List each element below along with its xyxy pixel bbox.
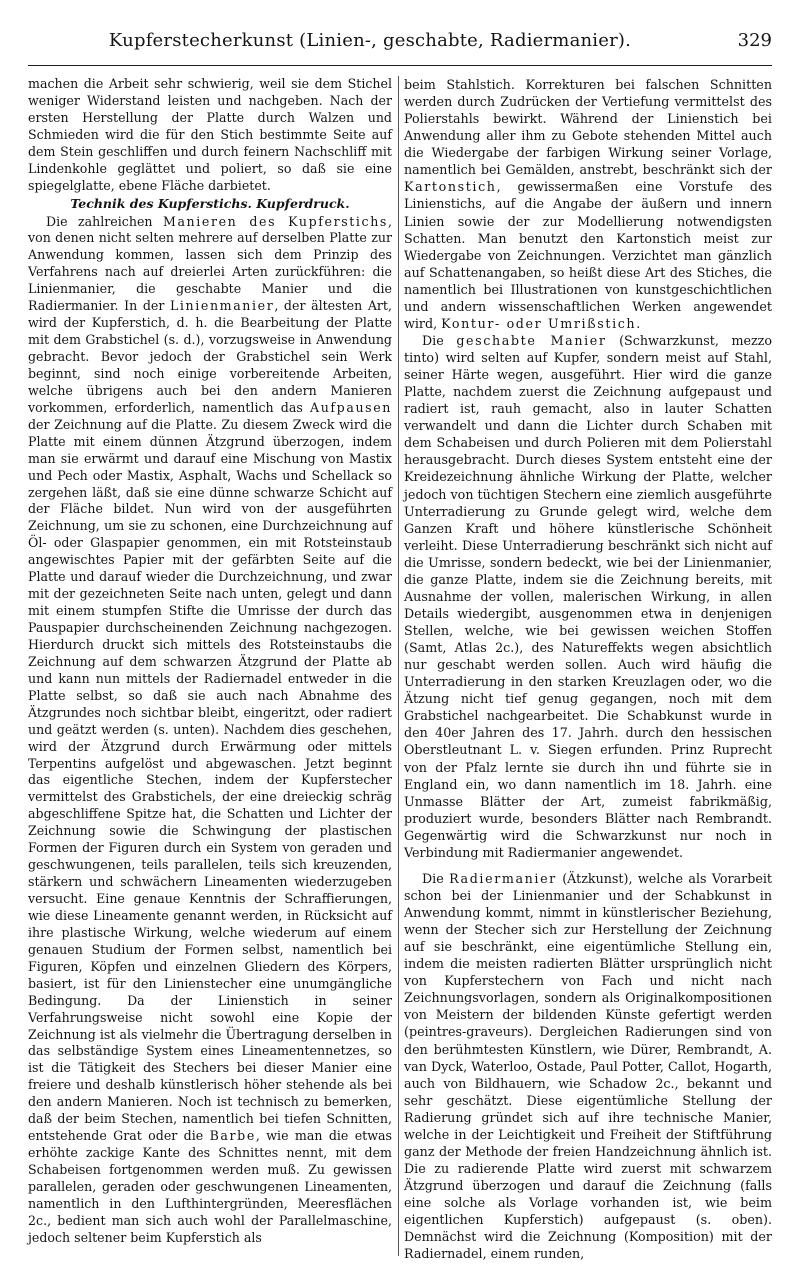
text-run: Die (422, 870, 450, 886)
spaced-term: Manieren des Kupferstichs (162, 213, 388, 229)
left-column (28, 76, 392, 1247)
text-run: (Schwarzkunst, mezzo tinto) wird selten auf Kupfer, sondern meist auf Stahl, seiner Härte wegen, ausgeführt. Hier wird die ganze Platte, nachdem zuerst die Zeichnung aufgepaust und radiert ist, rauh gemacht, also in lauter Schatten verwandelt und dann die Lichter durch Schaben mit dem Schabeisen und durch Polieren mit dem Polierstahl herausgebracht. Durch dieses System entsteht eine der Kreidezeichnung ähnliche Wirkung der Platte, welcher jedoch von tüchtigen Stechern eine ziemlich ausgeführte Unterradierung zu Grunde gelegt wird, welche dem Ganzen Kraft und höhere künstlerische Schönheit verleiht. Diese Unterradierung beschränkt sich nicht auf die Umrisse, sondern bedeckt, wie bei der Linienmanier, die ganze Platte, indem sie die Zeichnung bereits, mit Ausnahme der vollen, malerischen Wirkung, in allen Details wiedergibt, ausgenommen etwa in denjenigen Stellen, welche, wie bei gewissen weichen Stoffen (Samt, Atlas 2c.), des Natureffekts wegen absichtlich nur geschabt werden sollen. Auch wird häufig die Unterradierung in den starken Kreuzlagen oder, wo die Ätzung nicht tief genug gegangen, noch mit dem Grabstichel nachgearbeitet. Die Schabkunst wurde in den 40er Jahren des 17. Jahrh. durch den hessischen Oberstleutnant L. v. Siegen erfunden. Prinz Ruprecht von der Pfalz lernte sie durch ihn und führte sie in England ein, wo dann namentlich im 18. Jahrh. eine Unmasse Blätter der Art, zumeist fabrikmäßig, produziert wurde, besonders Blätter nach Rembrandt. Gegenwärtig wird die Schwarzkunst nur noch in Verbindung mit Radiermanier angewendet. (404, 332, 772, 860)
right-column (404, 76, 772, 1262)
spaced-term: Kartonstich (404, 179, 497, 195)
paragraph (404, 76, 772, 332)
spaced-term: Kontur- oder Umrißstich (441, 315, 637, 331)
text-run: Die zahlreichen (46, 213, 163, 229)
text-run: Die (422, 332, 457, 348)
paragraph (28, 214, 392, 1247)
spaced-term: geschabte Manier (456, 332, 607, 348)
spaced-term: Aufpausen (310, 399, 392, 415)
text-run: , wie man die etwas erhöhte zackige Kante des Schnittes nennt, mit dem Schabeisen fortgenommen werden muß. Zu gewissen parallelen, geraden oder geschwungenen Lineamenten, namentlich in den Lufthintergründen, Meeresflächen 2c., bedient man sich auch wohl der Parallelmaschine, jedoch seltener beim Kupferstich als (28, 1128, 392, 1245)
text-run: , von denen nicht selten mehrere auf derselben Platte zur Anwendung kommen, lassen sich dem Prinzip des Verfahrens nach auf dreierlei Arten zurückführen: die Linienmanier, die geschabte Manier und die Radiermanier. In der (28, 213, 392, 314)
column-divider (398, 76, 399, 1256)
text-run: (Ätzkunst), welche als Vorarbeit schon bei der Linienmanier und der Schabkunst in Anwendung kommt, nimmt in künstlerischer Beziehung, wenn der Stecher sich zur Herstellung der Zeichnung auf sie beschränkt, eine eigentümliche Stellung ein, indem die meisten radierten Blätter ursprünglich nicht von Kupferstechern von Fach und nicht nach Zeichnungsvorlagen, sondern als Originalkompositionen von Meistern der bildenden Künste gefertigt werden (peintres-graveurs). Dergleichen Radierungen sind von den berühmtesten Künstlern, wie Dürer, Rembrandt, A. van Dyck, Waterloo, Ostade, Paul Potter, Callot, Hogarth, auch von Bildhauern, wie Schadow 2c., bekannt und sehr geschätzt. Diese eigentümliche Stellung der Radierung gründet sich auf ihre technische Manier, welche in der Leichtigkeit und Freiheit der Stiftführung ganz der Methode der freien Handzeichnung ähnlich ist. Die zu radierende Platte wird zuerst mit schwarzem Ätzgrund überzogen und darauf die Zeichnung (falls eine solche als Vorlage vorhanden ist, wie beim eigentlichen Kupferstich) aufgepaust (s. oben). Demnächst wird die Zeichnung (Komposition) mit der Radiernadel, einem runden, (404, 870, 772, 1262)
running-title: Kupferstecherkunst (Linien-, geschabte, Radiermanier). (108, 30, 632, 51)
spaced-term: Linienmanier (169, 298, 275, 314)
spaced-term: Barbe (209, 1128, 256, 1144)
paragraph (404, 332, 772, 861)
paragraph: machen die Arbeit sehr schwierig, weil sie dem Stichel weniger Widerstand leisten und nachgeben. Nach der ersten Herstellung der Platte durch Walzen und Schmieden wird die für den Stich bestimmte Seite auf dem Stein geschliffen und durch feinern Nachschliff mit Lindenkohle geglättet und poliert, so daß sie eine spiegelglatte, ebene Fläche darbietet. (28, 76, 392, 193)
section-heading: Technik des Kupferstichs. Kupferdruck. (70, 195, 350, 211)
page-number: 329 (737, 30, 772, 51)
text-run: beim Stahlstich. Korrekturen bei falschen Schnitten werden durch Zudrücken der Vertiefung vermittelst des Polierstahls bewirkt. Während der Linienstich bei Anwendung aller ihm zu Gebote stehenden Mittel auch die Wiedergabe der farbigen Wirkung seiner Vorlage, namentlich bei Gemälden, anstrebt, beschränkt sich der (404, 77, 772, 178)
page-header (28, 30, 772, 58)
spaced-term: Radiermanier (449, 870, 557, 886)
text-run: . (636, 315, 641, 331)
text-run: der Zeichnung auf die Platte. Zu diesem Zweck wird die Platte mit einem dünnen Ätzgrund überzogen, indem man sie erwärmt und darauf eine Mischung von Mastix und Pech oder Mastix, Asphalt, Wachs und Schellack so zergehen läßt, daß sie eine dünne schwarze Schicht auf der Fläche bildet. Nun wird von der ausgeführten Zeichnung, um sie zu schonen, eine Durchzeichnung auf Öl- oder Glaspapier genommen, ein mit Rotsteinstaub angewischtes Papier mit der gefärbten Seite auf die Platte und darauf wieder die Durchzeichnung, und zwar mit der gezeichneten Seite nach unten, gelegt und dann mit einem stumpfen Stifte die Umrisse der durch das Pauspapier durchscheinenden Zeichnung nachgezogen. Hierdurch druckt sich mittels des Rotsteinstaubs die Zeichnung auf dem schwarzen Ätzgrund der Platte ab und kann nun mittels der Radiernadel entweder in die Platte selbst, so daß sie auch nach Abnahme des Ätzgrundes noch sichtbar bleibt, eingeritzt, oder radiert und geätzt werden (s. unten). Nachdem dies geschehen, wird der Ätzgrund durch Erwärmung oder mittels Terpentins aufgelöst und abgewaschen. Jetzt beginnt das eigentliche Stechen, indem der Kupferstecher vermittelst des Grabstichels, der eine dreieckig schräg abgeschliffene Spitze hat, die Schatten und Lichter der Zeichnung sowie die Schwingung der plastischen Formen der Figuren durch ein System von geraden und geschwungenen, teils parallelen, teils sich kreuzenden, stärkern und schwächern Lineamenten wiederzugeben versucht. Eine genaue Kenntnis der Schraffierungen, wie diese Lineamente genannt werden, in Rücksicht auf ihre plastische Wirkung, welche wiederum auf einem genauen Studium der Formen selbst, namentlich bei Figuren, Köpfen und einzelnen Gliedern des Körpers, basiert, ist für den Linienstecher eine unumgängliche Bedingung. Da der Linienstich in seiner Verfahrungsweise nicht sowohl eine Kopie der Zeichnung ist als vielmehr die Übertragung derselben in das selbständige System eines Lineamentennetzes, so ist die Tätigkeit des Stechers bei dieser Manier eine freiere und deshalb künstlerisch höher stehende als bei den andern Manieren. Noch ist technisch zu bemerken, daß der beim Stechen, namentlich bei tiefen Schnitten, entstehende Grat oder die (28, 416, 392, 1144)
paragraph-gap (404, 861, 772, 870)
text-run: , gewissermaßen eine Vorstufe des Linienstichs, auf die Angabe der äußern und innern Linien sowie der zur Modellierung notwendigsten Schatten. Man benutzt den Kartonstich meist zur Wiedergabe von Zeichnungen. Verzichtet man gänzlich auf Schattenangaben, so heißt diese Art des Stiches, die namentlich bei Illustrationen von kunstgeschichtlichen und andern wissenschaftlichen Werken angewendet wird, (404, 179, 772, 331)
header-rule (28, 65, 772, 66)
text-run: , der ältesten Art, wird der Kupferstich, d. h. die Bearbeitung der Platte mit dem Grabstichel (s. d.), vorzugsweise in Anwendung gebracht. Bevor jedoch der Grabstichel sein Werk beginnt, sind noch einige vorbereitende Arbeiten, welche übrigens auch bei den andern Manieren vorkommen, erforderlich, namentlich das (28, 298, 392, 415)
paragraph (404, 870, 772, 1262)
